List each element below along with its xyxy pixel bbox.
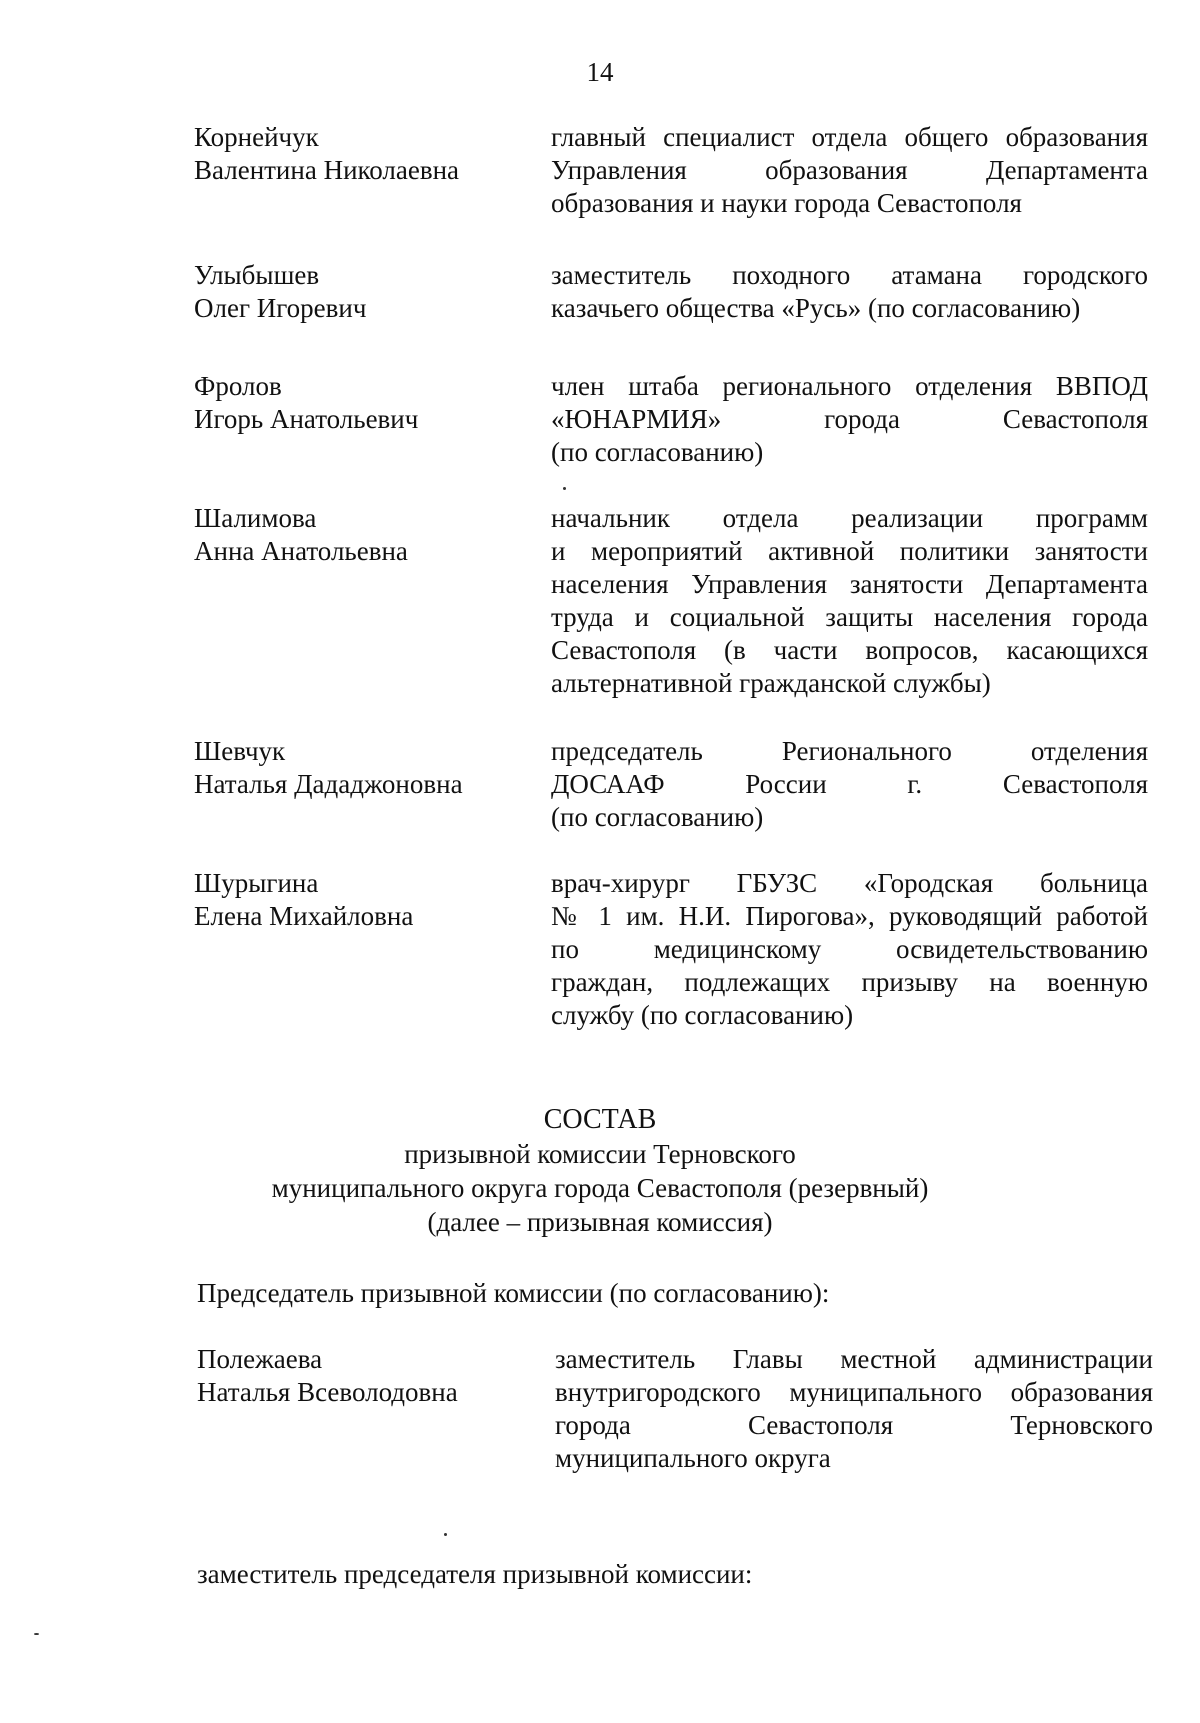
role-line: (по согласованию) — [551, 802, 764, 832]
member-given-name: Елена Михайловна — [194, 901, 414, 931]
role-line: Управления образования Департамента — [551, 155, 1148, 185]
role-line: внутригородского муниципального образования — [555, 1377, 1153, 1407]
page-number: 14 — [586, 57, 614, 87]
role-line: муниципального округа — [555, 1443, 831, 1473]
member-name — [194, 259, 534, 325]
member-role — [551, 370, 1148, 469]
composition-title: СОСТАВ — [543, 1104, 657, 1135]
member-surname: Фролов — [194, 371, 282, 401]
member-surname: Шурыгина — [194, 868, 319, 898]
scan-speck — [444, 1533, 447, 1536]
chair-given-name: Наталья Всеволодовна — [197, 1377, 458, 1407]
scan-speck — [34, 1633, 39, 1635]
member-given-name: Наталья Дададжоновна — [194, 769, 463, 799]
role-line: врач-хирург ГБУЗС «Городская больница — [551, 868, 1148, 898]
composition-line: муниципального округа города Севастополя (резервный) — [271, 1173, 929, 1203]
role-line: населения Управления занятости Департамента — [551, 569, 1148, 599]
chair-label: Председатель призывной комиссии (по согласованию): — [197, 1278, 830, 1308]
role-line: заместитель походного атамана городского — [551, 260, 1148, 290]
role-line: казачьего общества «Русь» (по согласованию) — [551, 293, 1081, 323]
member-name — [194, 502, 534, 568]
chair-role — [555, 1343, 1153, 1475]
scan-speck — [563, 487, 566, 490]
member-role — [551, 121, 1148, 220]
member-surname: Корнейчук — [194, 122, 319, 152]
role-line: образования и науки города Севастополя — [551, 188, 1022, 218]
role-line: труда и социальной защиты населения города — [551, 602, 1148, 632]
member-role — [551, 259, 1148, 325]
member-given-name: Валентина Николаевна — [194, 155, 460, 185]
member-given-name: Игорь Анатольевич — [194, 404, 419, 434]
composition-line: (далее – призывная комиссия) — [427, 1207, 773, 1237]
role-line: по медицинскому освидетельствованию — [551, 934, 1148, 964]
chair-surname: Полежаева — [197, 1344, 323, 1374]
member-name — [194, 735, 534, 801]
role-line: заместитель Главы местной администрации — [555, 1344, 1153, 1374]
member-name — [194, 370, 534, 436]
role-line: службу (по согласованию) — [551, 1000, 854, 1030]
role-line: начальник отдела реализации программ — [551, 503, 1148, 533]
member-surname: Шевчук — [194, 736, 286, 766]
role-line: города Севастополя Терновского — [555, 1410, 1153, 1440]
role-line: и мероприятий активной политики занятости — [551, 536, 1148, 566]
member-role — [551, 735, 1148, 834]
composition-line: призывной комиссии Терновского — [404, 1139, 796, 1169]
member-role — [551, 502, 1148, 700]
role-line: граждан, подлежащих призыву на военную — [551, 967, 1148, 997]
member-surname: Шалимова — [194, 503, 317, 533]
member-role — [551, 867, 1148, 1032]
role-line: Севастополя (в части вопросов, касающихся — [551, 635, 1148, 665]
chair-name — [197, 1343, 537, 1409]
composition-heading — [0, 1103, 1200, 1239]
role-line: «ЮНАРМИЯ» города Севастополя — [551, 404, 1148, 434]
member-name — [194, 121, 534, 187]
member-given-name: Олег Игоревич — [194, 293, 367, 323]
role-line: альтернативной гражданской службы) — [551, 668, 991, 698]
role-line: № 1 им. Н.И. Пирогова», руководящий работой — [551, 901, 1148, 931]
role-line: председатель Регионального отделения — [551, 736, 1148, 766]
role-line: член штаба регионального отделения ВВПОД — [551, 371, 1148, 401]
member-name — [194, 867, 534, 933]
role-line: главный специалист отдела общего образования — [551, 122, 1148, 152]
role-line: ДОСААФ России г. Севастополя — [551, 769, 1148, 799]
deputy-label: заместитель председателя призывной комиссии: — [197, 1559, 753, 1589]
member-surname: Улыбышев — [194, 260, 320, 290]
role-line: (по согласованию) — [551, 437, 764, 467]
member-given-name: Анна Анатольевна — [194, 536, 408, 566]
